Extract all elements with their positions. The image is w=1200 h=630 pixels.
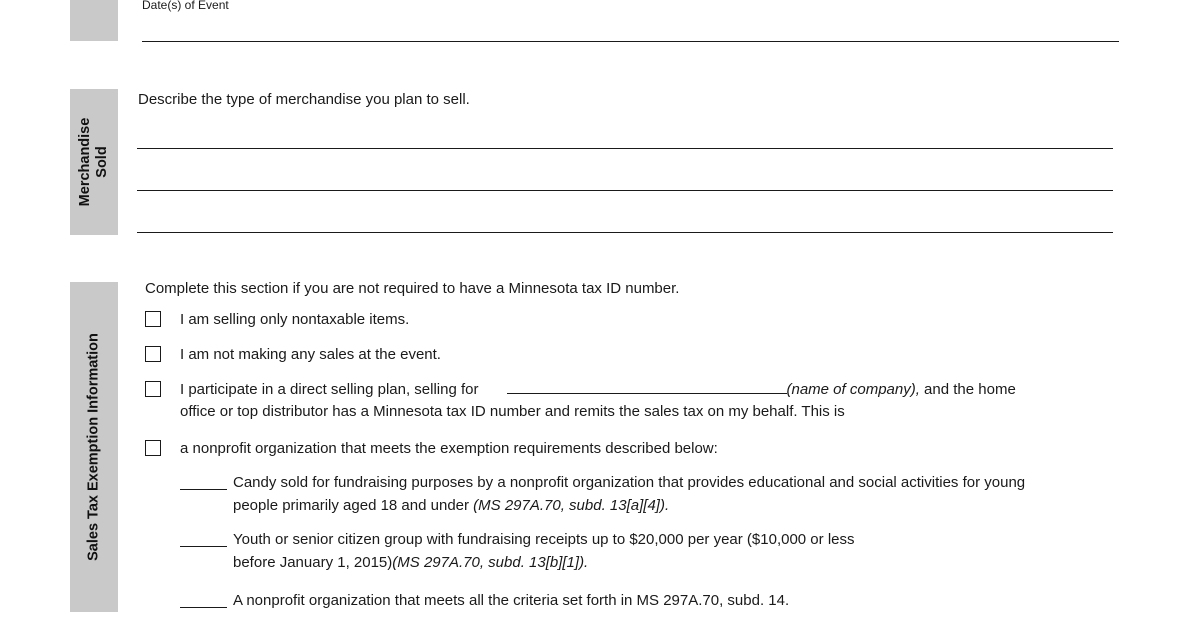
dates-of-event-label: Date(s) of Event (142, 0, 229, 12)
merchandise-line-2[interactable] (137, 190, 1113, 191)
option-direct-selling-line1: I participate in a direct selling plan, selling for (name of company), and the home (180, 381, 1016, 398)
exemption-intro: Complete this section if you are not required to have a Minnesota tax ID number. (145, 280, 680, 297)
exemption-tab-label: Sales Tax Exemption Information (85, 333, 102, 561)
checkbox-no-sales[interactable] (145, 346, 161, 362)
candy-fundraising-line1: Candy sold for fundraising purposes by a nonprofit organization that provides educational and social activities for young (233, 474, 1026, 491)
nonprofit-criteria-blank[interactable] (180, 607, 227, 608)
merchandise-prompt: Describe the type of merchandise you plan to sell. (138, 91, 470, 108)
option-direct-selling-line2: office or top distributor has a Minnesota tax ID number and remits the sales tax on my behalf. This is (180, 403, 845, 420)
merchandise-line-1[interactable] (137, 148, 1113, 149)
event-section-tab (70, 0, 118, 41)
youth-senior-group-line2: before January 1, 2015)(MS 297A.70, subd. 13[b][1]). (233, 554, 589, 571)
merchandise-line-3[interactable] (137, 232, 1113, 233)
checkbox-direct-selling-plan[interactable] (145, 381, 161, 397)
company-name-blank[interactable] (507, 392, 787, 394)
youth-senior-group-line1: Youth or senior citizen group with fundraising receipts up to $20,000 per year ($10,000 or less (233, 531, 855, 548)
youth-senior-group-blank[interactable] (180, 546, 227, 547)
exemption-section-tab (70, 282, 118, 612)
option-nontaxable-items-label: I am selling only nontaxable items. (180, 311, 410, 328)
candy-fundraising-blank[interactable] (180, 489, 227, 490)
candy-fundraising-line2: people primarily aged 18 and under (MS 297A.70, subd. 13[a][4]). (233, 497, 670, 514)
nonprofit-criteria-line1: A nonprofit organization that meets all the criteria set forth in MS 297A.70, subd. 14. (233, 592, 790, 609)
option-no-sales-label: I am not making any sales at the event. (180, 346, 441, 363)
option-nonprofit-label: a nonprofit organization that meets the exemption requirements described below: (180, 440, 718, 457)
merchandise-section-tab (70, 89, 118, 235)
dates-of-event-line[interactable] (142, 41, 1119, 42)
merchandise-tab-label: Merchandise Sold (77, 117, 110, 207)
checkbox-nonprofit-organization[interactable] (145, 440, 161, 456)
checkbox-nontaxable-items[interactable] (145, 311, 161, 327)
